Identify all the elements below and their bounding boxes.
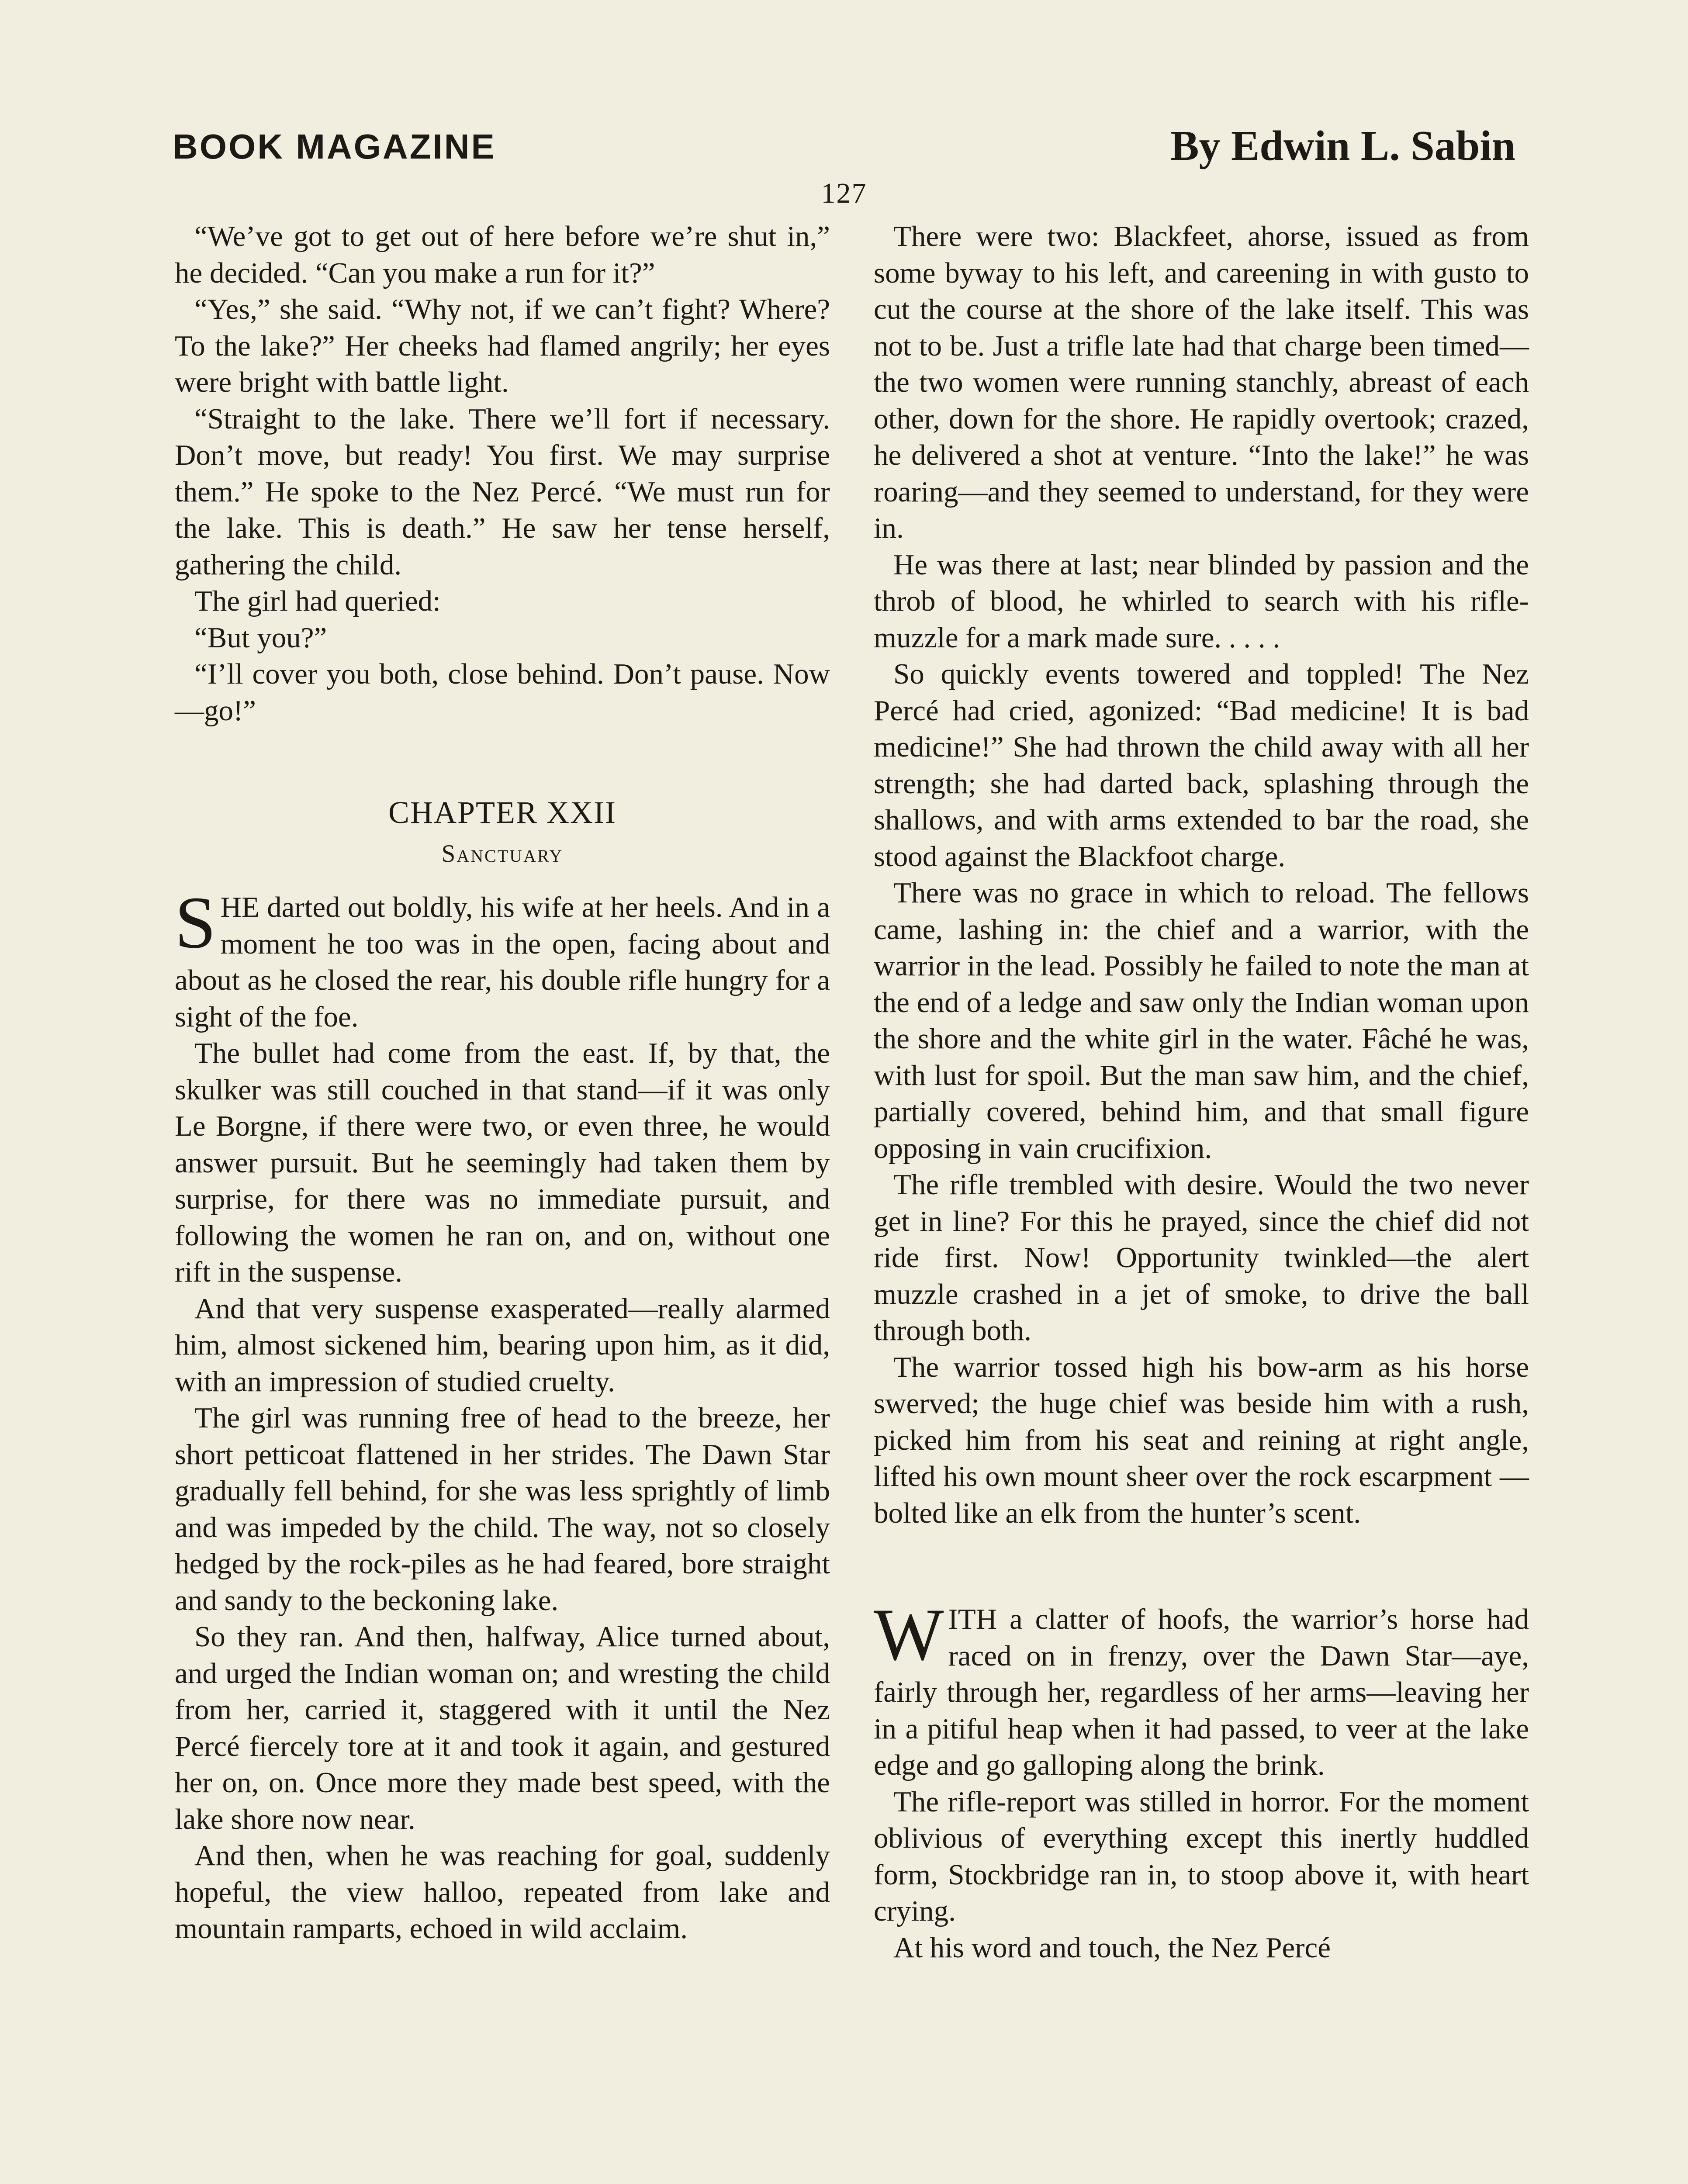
chapter-heading: CHAPTER XXII bbox=[388, 795, 616, 830]
paragraph: “I’ll cover you both, close behind. Don’t pause. Now—go!” bbox=[175, 658, 830, 727]
dropcap-text: HE darted out boldly, his wife at her heels. And in a moment he too was in the open, facing about and about as he closed the rear, his double rifle hungry for a sight of the foe. bbox=[175, 891, 830, 1033]
right-column bbox=[874, 218, 1529, 1966]
paragraph: The rifle-report was stilled in horror. For the moment oblivious of everything except this inertly huddled form, Stockbridge ran in, to stoop above it, with heart crying. bbox=[874, 1785, 1529, 1927]
paragraph: The girl had queried: bbox=[194, 585, 441, 617]
paragraph: “Yes,” she said. “Why not, if we can’t fight? Where? To the lake?” Her cheeks had flamed angrily; her eyes were bright with battle light. bbox=[175, 293, 830, 398]
left-column bbox=[175, 218, 830, 1947]
author-byline: By Edwin L. Sabin bbox=[1170, 122, 1515, 169]
page-header bbox=[173, 118, 1515, 179]
drop-cap: W bbox=[874, 1593, 944, 1676]
dropcap-paragraph bbox=[874, 1593, 1529, 1784]
paragraph: The girl was running free of head to the breeze, her short petticoat flattened in her strides. The Dawn Star gradually fell behind, for she was less sprightly of limb and was impeded by the child. The way, not so closely hedged by the rock-piles as he had feared, bore straight and sandy to the beckoning lake. bbox=[175, 1402, 830, 1617]
paragraph: “Straight to the lake. There we’ll fort if necessary. Don’t move, but ready! You first. We may surprise them.” He spoke to the Nez Percé. “We must run for the lake. This is death.” He saw her tense herself, gathering the child. bbox=[175, 402, 830, 581]
paragraph: There was no grace in which to reload. The fellows came, lashing in: the chief and a warrior, with the warrior in the lead. Possibly he failed to note the man at the end of a ledge and saw only the Indian woman upon the shore and the white girl in the water. Fâché he was, with lust for spoil. But the man saw him, and the chief, partially covered, behind him, and that small figure opposing in vain crucifixion. bbox=[874, 877, 1529, 1165]
paragraph: And then, when he was reaching for goal, suddenly hopeful, the view halloo, repeated from lake and mountain ramparts, echoed in wild acclaim. bbox=[175, 1839, 830, 1945]
paragraph: The rifle trembled with desire. Would the two never get in line? For this he prayed, since the chief did not ride first. Now! Opportunity twinkled—the alert muzzle crashed in a jet of smoke, to drive the ball through both. bbox=[874, 1168, 1529, 1347]
drop-cap: S bbox=[175, 881, 216, 964]
page-number: 127 bbox=[821, 177, 867, 209]
paragraph: “We’ve got to get out of here before we’re shut in,” he decided. “Can you make a run for it?” bbox=[175, 220, 830, 289]
paragraph: So they ran. And then, halfway, Alice turned about, and urged the Indian woman on; and wresting the child from her, carried it, staggered with it until the Nez Percé fiercely tore at it and took it again, and gestured her on, on. Once more they made best speed, with the lake shore now near. bbox=[175, 1621, 830, 1835]
paragraph: So quickly events towered and toppled! The Nez Percé had cried, agonized: “Bad medicine! It is bad medicine!” She had thrown the child away with all her strength; she had darted back, splashing through the shallows, and with arms extended to bar the road, she stood against the Blackfoot charge. bbox=[874, 658, 1529, 873]
dropcap-text: ITH a clatter of hoofs, the warrior’s horse had raced on in frenzy, over the Dawn Star—aye, fairly through her, regardless of her arms—leaving her in a pitiful heap when it had passed, to veer at the lake edge and go galloping along the brink. bbox=[874, 1603, 1529, 1781]
chapter-subtitle: Sanctuary bbox=[441, 840, 564, 867]
paragraph: And that very suspense exasperated—really alarmed him, almost sickened him, bearing upon him, as it did, with an impression of studied cruelty. bbox=[175, 1292, 830, 1398]
paragraph: The bullet had come from the east. If, by that, the skulker was still couched in that stand—if it was only Le Borgne, if there were two, or even three, he would answer pursuit. But he seemingly had taken them by surprise, for there was no immediate pursuit, and following the women he ran on, and on, without one rift in the suspense. bbox=[175, 1037, 830, 1288]
paragraph: At his word and touch, the Nez Percé bbox=[893, 1931, 1331, 1964]
section-break bbox=[874, 1531, 1529, 1601]
paragraph: He was there at last; near blinded by passion and the throb of blood, he whirled to search with his rifle-muzzle for a mark made sure. . . . . bbox=[874, 548, 1529, 654]
dropcap-paragraph bbox=[175, 881, 830, 1035]
paragraph: “But you?” bbox=[194, 621, 327, 654]
paragraph: The warrior tossed high his bow-arm as his horse swerved; the huge chief was beside him with a rush, picked him from his seat and reining at right angle, lifted his own mount sheer over the rock escarpment —bolted like an elk from the hunter’s scent. bbox=[874, 1351, 1529, 1529]
paragraph: There were two: Blackfeet, ahorse, issued as from some byway to his left, and careening in with gusto to cut the course at the shore of the lake itself. This was not to be. Just a trifle late had that charge been timed—the two women were running stanchly, abreast of each other, down for the shore. He rapidly overtook; crazed, he delivered a shot at venture. “Into the lake!” he was roaring—and they seemed to understand, for they were in. bbox=[874, 220, 1529, 544]
magazine-title: BOOK MAGAZINE bbox=[173, 127, 496, 166]
